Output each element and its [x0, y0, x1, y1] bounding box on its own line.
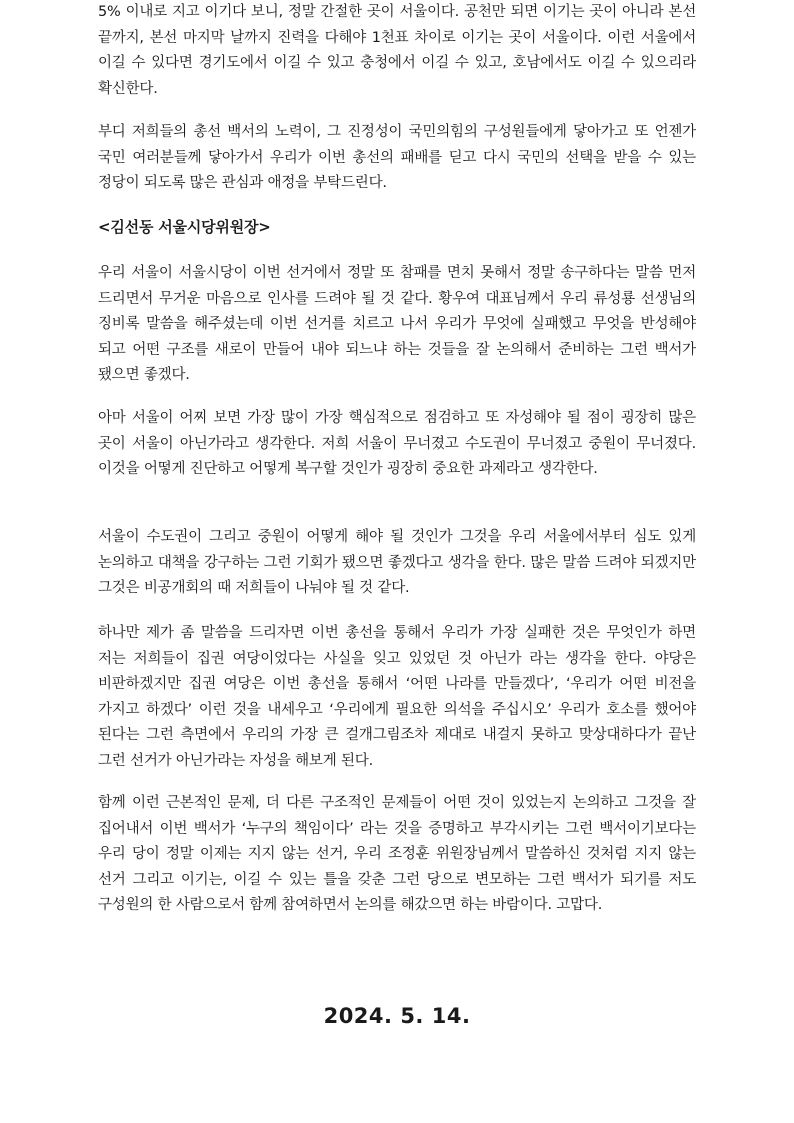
- paragraph-speech-capital-region: 서울이 수도권이 그리고 중원이 어떻게 해야 될 것인가 그것을 우리 서울에서부터 심도 있게 논의하고 대책을 강구하는 그런 기회가 됐으면 좋겠다고 생각을 한다. 많은 말씀 드려야 되겠지만 그것은 비공개회의 때 저희들이 나눠야 될 것 같다.: [98, 529, 696, 596]
- paragraph-speech-ruling-party: 하나만 제가 좀 말씀을 드리자면 이번 총선을 통해서 우리가 가장 실패한 것은 무엇인가 하면 저는 저희들이 집권 여당이었다는 사실을 잊고 있었던 것 아닌가 라는 생각을 한다. 야당은 비판하겠지만 집권 여당은 이번 총선을 통해서 ‘어떤 나라를 만들겠다’, ‘우리가 어떤 비전을 가지고 하겠다’ 이런 것을 내세우고 ‘우리에게 필요한 의석을 주십시오’ 우리가 호소를 했어야 된다는 그런 측면에서 우리의 가장 큰 걸개그림조차 제대로 내걸지 못하고 맞상대하다가 끝난 그런 선거가 아닌가라는 자성을 해보게 된다.: [98, 625, 696, 769]
- paragraph-seoul-importance: 5% 이내로 지고 이기다 보니, 정말 간절한 곳이 서울이다. 공천만 되면 이기는 곳이 아니라 본선 끝까지, 본선 마지막 날까지 진력을 다해야 1천표 차이로 이기는 곳이 서울이다. 이런 서울에서 이길 수 있다면 경기도에서 이길 수 있고 충청에서 이길 수 있고, 호남에서도 이길 수 있으리라 확신한다.: [98, 4, 696, 97]
- document-date: 2024. 5. 14.: [323, 1004, 471, 1028]
- paragraph-speech-closing: 함께 이런 근본적인 문제, 더 다른 구조적인 문제들이 어떤 것이 있었는지 논의하고 그것을 잘 집어내서 이번 백서가 ‘누구의 책임이다’ 라는 것을 증명하고 부각시키는 그런 백서이기보다는 우리 당이 정말 이제는 지지 않는 선거, 우리 조정훈 위원장님께서 말씀하신 것처럼 지지 않는 선거 그리고 이기는, 이길 수 있는 틀을 갖춘 그런 당으로 변모하는 그런 백서가 되기를 저도 구성원의 한 사람으로서 함께 참여하면서 논의를 해갔으면 하는 바람이다. 고맙다.: [98, 795, 696, 913]
- paragraph-white-paper-request: 부디 저희들의 총선 백서의 노력이, 그 진정성이 국민의힘의 구성원들에게 닿아가고 또 언젠가 국민 여러분들께 닿아가서 우리가 이번 총선의 패배를 딛고 다시 국민의 선택을 받을 수 있는 정당이 되도록 많은 관심과 애정을 부탁드린다.: [98, 124, 696, 191]
- paragraph-speech-apology: 우리 서울이 서울시당이 이번 선거에서 정말 또 참패를 면치 못해서 정말 송구하다는 말씀 먼저 드리면서 무거운 마음으로 인사를 드려야 될 것 같다. 황우여 대표님께서 우리 류성룡 선생님의 징비록 말씀을 해주셨는데 이번 선거를 치르고 나서 우리가 무엇에 실패했고 무엇을 반성해야 되고 어떤 구조를 새로이 만들어 내야 되느냐 하는 것들을 잘 논의해서 준비하는 그런 백서가 됐으면 좋겠다.: [98, 265, 696, 383]
- speaker-heading: <김선동 서울시당위원장>: [98, 218, 271, 236]
- paragraph-speech-seoul-review: 아마 서울이 어찌 보면 가장 많이 가장 핵심적으로 점검하고 또 자성해야 될 점이 굉장히 많은 곳이 서울이 아닌가라고 생각한다. 저희 서울이 무너졌고 수도권이 무너졌고 중원이 무너졌다. 이것을 어떻게 진단하고 어떻게 복구할 것인가 굉장히 중요한 과제라고 생각한다.: [98, 410, 696, 477]
